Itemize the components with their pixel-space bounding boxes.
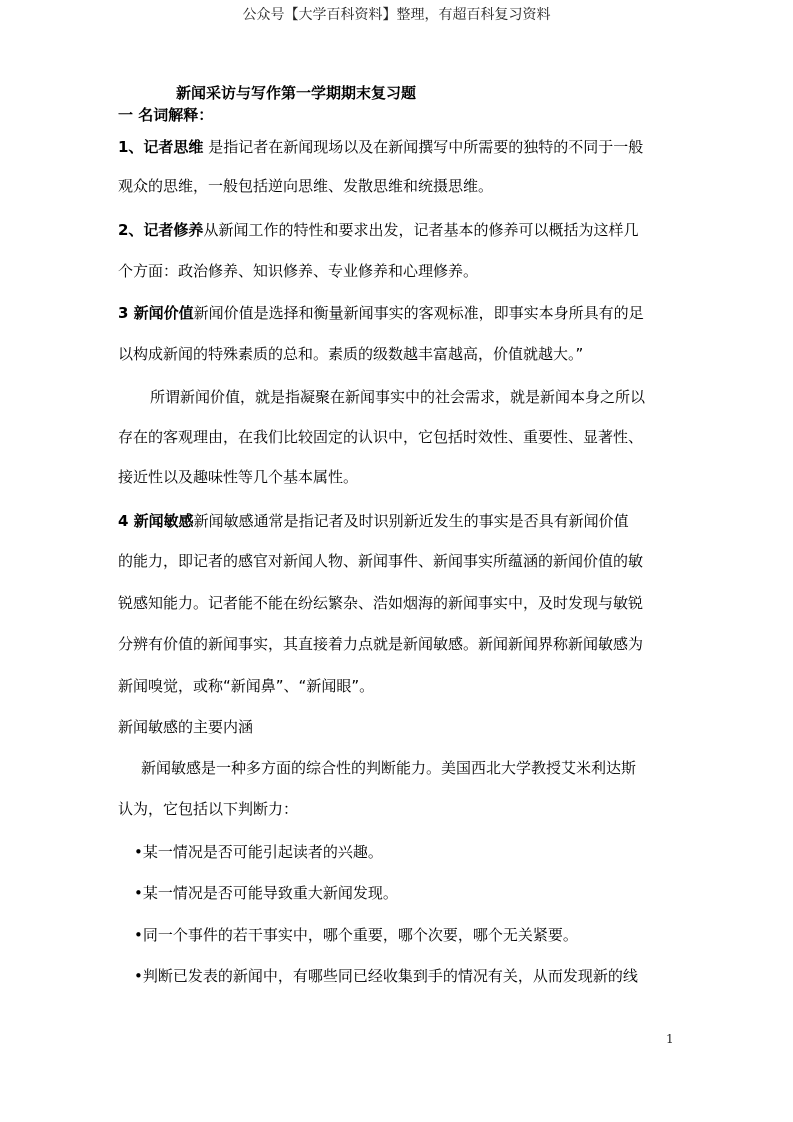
term3-para-line3: 接近性以及趣味性等几个基本属性。 — [118, 468, 359, 486]
term3-line1 — [118, 302, 644, 323]
term1-label: 1、记者思维 — [118, 138, 204, 156]
term2-label: 2、记者修养 — [118, 221, 204, 239]
term2-line1 — [118, 219, 638, 240]
term3-para-line2: 存在的客观理由，在我们比较固定的认识中，它包括时效性、重要性、显著性、 — [118, 428, 644, 446]
page-number: 1 — [666, 1032, 674, 1046]
term4-line4: 分辨有价值的新闻事实，其直接着力点就是新闻敏感。新闻新闻界称新闻敏感为 — [118, 635, 644, 653]
term4-line1 — [118, 510, 629, 531]
term1-text1: 是指记者在新闻现场以及在新闻撰写中所需要的独特的不同于一般 — [203, 138, 644, 156]
term3-para-line1: 所谓新闻价值，就是指凝聚在新闻事实中的社会需求，就是新闻本身之所以 — [150, 388, 646, 406]
document-title: 新闻采访与写作第一学期期末复习题 — [176, 84, 417, 102]
subheading: 新闻敏感的主要内涵 — [118, 718, 254, 736]
term1-line2: 观众的思维，一般包括逆向思维、发散思维和统摄思维。 — [118, 177, 494, 195]
bullet-item: •某一情况是否可能引起读者的兴趣。 — [134, 843, 383, 861]
term2-text1: 从新闻工作的特性和要求出发，记者基本的修养可以概括为这样几 — [203, 221, 639, 239]
term4-line2: 的能力，即记者的感官对新闻人物、新闻事件、新闻事实所蕴涵的新闻价值的敏 — [118, 552, 644, 570]
term3-text1: 新闻价值是选择和衡量新闻事实的客观标准，即事实本身所具有的足 — [193, 304, 644, 322]
bullet-item: •同一个事件的若干事实中，哪个重要，哪个次要，哪个无关紧要。 — [134, 926, 578, 944]
para-line2: 认为，它包括以下判断力： — [118, 800, 299, 818]
term3-label: 3 新闻价值 — [118, 304, 194, 322]
bullet-item: •判断已发表的新闻中，有哪些同已经收集到手的情况有关，从而发现新的线 — [134, 967, 638, 985]
term4-label: 4 新闻敏感 — [118, 512, 194, 530]
term4-line5: 新闻嗅觉，或称“新闻鼻”、“新闻眼”。 — [118, 677, 375, 695]
page-header: 公众号【大学百科资料】整理，有超百科复习资料 — [242, 7, 551, 23]
para-line1: 新闻敏感是一种多方面的综合性的判断能力。美国西北大学教授艾米利达斯 — [141, 759, 637, 777]
bullet-item: •某一情况是否可能导致重大新闻发现。 — [134, 884, 398, 902]
term3-line2: 以构成新闻的特殊素质的总和。素质的级数越丰富越高，价值就越大。” — [118, 345, 584, 363]
term2-line2: 个方面：政治修养、知识修养、专业修养和心理修养。 — [118, 262, 479, 280]
section-heading: 一 名词解释： — [118, 106, 214, 124]
term4-line3: 锐感知能力。记者能不能在纷纭繁杂、浩如烟海的新闻事实中，及时发现与敏锐 — [118, 594, 644, 612]
term1-line1 — [118, 136, 643, 157]
term4-text1: 新闻敏感通常是指记者及时识别新近发生的事实是否具有新闻价值 — [193, 512, 629, 530]
